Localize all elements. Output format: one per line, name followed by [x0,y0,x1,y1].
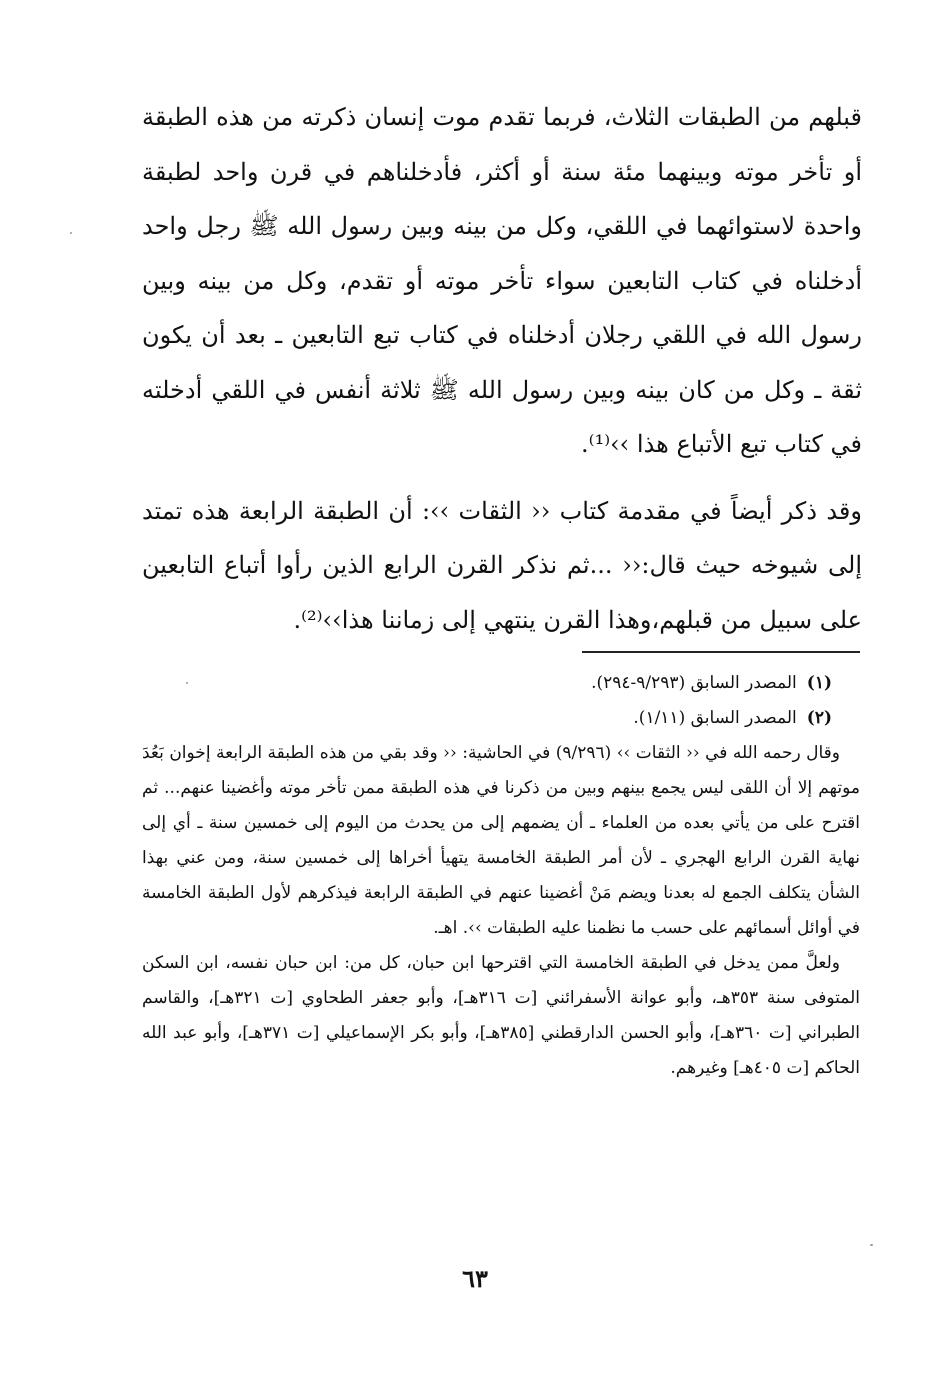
footnote-2 [142,701,860,736]
main-text [142,90,862,647]
footnote-commentary: وقال رحمه الله في ‹‹ الثقات ›› (٩/٢٩٦) في الحاشية: ‹‹ وقد بقي من هذه الطبقة الرابعة إخوان بَعُدَ موتهم إلا أن اللقى ليس يجمع بينهم وبين من ذكرنا في هذه الطبقة ممن تأخر موته وأغضينا عنهم... ثم اقترح على من يأتي بعده من العلماء ـ أن يضمهم إلى من يحدث من اليوم إلى خمسين سنة ـ أي إلى نهاية القرن الرابع الهجري ـ لأن أمر الطبقة الخامسة يتهيأ أخراها إلى خمسين سنة، ومن عني بهذا الشأن يتكلف الجمع له بعدنا ويضم مَنْ أغضينا عنهم في الطبقة الرابعة فيذكرهم لأول الطبقة الخامسة في أوائل أسمائهم على حسب ما نظمنا عليه الطبقات ››. اهـ. [142,743,860,938]
footnote-1-text: المصدر السابق (٩/٢٩٣-٢٩٤). [591,673,797,693]
footnote-separator [582,651,860,653]
paragraph-2: وقد ذكر أيضاً في مقدمة كتاب ‹‹ الثقات ››: أن الطبقة الرابعة هذه تمتد إلى شيوخه حيث قال:‹‹ ...ثم نذكر القرن الرابع الذين رأوا أتباع التابعين على سبيل من قبلهم،وهذا القرن ينتهي إلى زماننا هذا››⁽²⁾. [142,496,862,634]
footnote-1-number: (١) [806,673,832,693]
footnote-1 [142,666,860,701]
footnote-closing: ولعلَّ ممن يدخل في الطبقة الخامسة التي اقترحها ابن حبان، كل من: ابن حبان نفسه، ابن السكن المتوفى سنة ٣٥٣هـ، وأبو عوانة الأسفرائني [ت ٣١٦هـ]، وأبو جعفر الطحاوي [ت ٣٢١هـ]، والقاسم الطبراني [ت ٣٦٠هـ]، وأبو الحسن الدارقطني [٣٨٥هـ]، وأبو بكر الإسماعيلي [ت ٣٧١هـ]، وأبو عبد الله الحاكم [ت ٤٠٥هـ] وغيرهم. [142,953,860,1078]
scan-speck [870,1244,873,1246]
page-number: ٦٣ [462,1264,488,1293]
footnotes-section [142,666,860,1086]
paragraph-1: قبلهم من الطبقات الثلاث، فربما تقدم موت إنسان ذكرته من هذه الطبقة أو تأخر موته وبينهما مئة سنة أو أكثر، فأدخلناهم في قرن واحد لطبقة واحدة لاستوائهما في اللقي، وكل من بينه وبين رسول الله ﷺ رجل واحد أدخلناه في كتاب التابعين سواء تأخر موته أو تقدم، وكل من بينه وبين رسول الله في اللقي رجلان أدخلناه في كتاب تبع التابعين ـ بعد أن يكون ثقة ـ وكل من كان بينه وبين رسول الله ﷺ ثلاثة أنفس في اللقي أدخلته في كتاب تبع الأتباع هذا ››⁽¹⁾. [142,103,862,458]
scan-speck [186,682,188,684]
footnote-2-number: (٢) [806,708,832,728]
footnote-2-text: المصدر السابق (١/١١). [633,708,797,728]
scan-speck [70,232,72,234]
